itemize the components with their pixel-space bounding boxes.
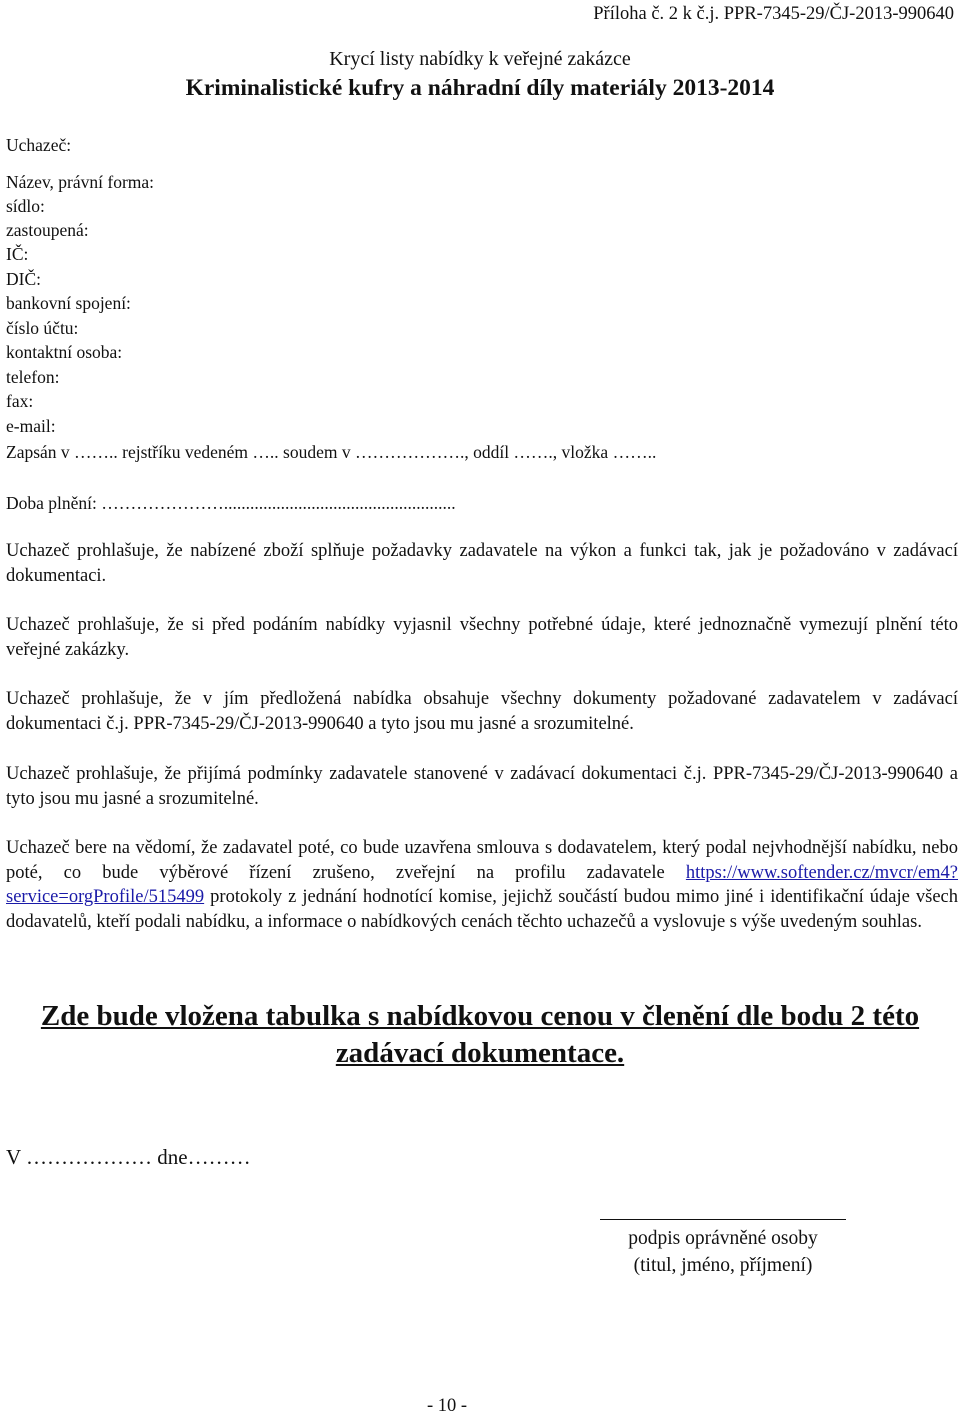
field-seat: sídlo: xyxy=(6,196,45,216)
field-dic: DIČ: xyxy=(6,269,41,289)
field-bank: bankovní spojení: xyxy=(6,293,131,313)
page-number: - 10 - xyxy=(426,1396,468,1416)
field-fax: fax: xyxy=(6,391,34,411)
declaration-publication xyxy=(6,836,958,934)
publication-text-after: protokoly z jednání hodnotící komise, jejichž součástí budou mimo jiné i identifikační údaje všech dodavatelů, kteří podali nabídku, a informace o nabídkových cenách těchto uchazečů a vyslovuje s výše uvedeným souhlas. xyxy=(6,887,958,932)
place-and-date: V ……………… dne……… xyxy=(6,1145,251,1169)
cover-sheet-heading: Krycí listy nabídky k veřejné zakázce xyxy=(329,48,631,70)
declaration-conditions: Uchazeč prohlašuje, že přijímá podmínky zadavatele stanovené v zadávací dokumentaci č.j. PPR-7345-29/ČJ-2013-990640 a tyto jsou mu jasné a srozumitelné. xyxy=(6,764,958,809)
signature-name-caption: (titul, jméno, příjmení) xyxy=(633,1255,813,1276)
declaration-requirements: Uchazeč prohlašuje, že nabízené zboží splňuje požadavky zadavatele na výkon a funkci tak, jak je požadováno v zadávací dokumentaci. xyxy=(6,541,958,586)
applicant-label: Uchazeč: xyxy=(6,135,72,155)
field-phone: telefon: xyxy=(6,367,60,387)
buyer-profile-link[interactable]: https://www.softender.cz/mvcr/em4?service=orgProfile/515499 xyxy=(6,862,959,907)
declaration-clarified: Uchazeč prohlašuje, že si před podáním nabídky vyjasnil všechny potřebné údaje, které jednoznačně vymezují plnění této veřejné zakázky. xyxy=(6,615,958,660)
field-email: e-mail: xyxy=(6,416,56,436)
field-name-legal-form: Název, právní forma: xyxy=(6,172,155,192)
field-performance-period: Doba plnění: …………………..................................................... xyxy=(6,493,456,513)
signature-caption: podpis oprávněné osoby xyxy=(628,1228,818,1249)
signature-block xyxy=(590,1225,856,1279)
signature-line xyxy=(600,1219,846,1220)
field-represented-by: zastoupená: xyxy=(6,220,89,240)
field-contact-person: kontaktní osoba: xyxy=(6,342,123,362)
field-ic: IČ: xyxy=(6,244,29,264)
annex-reference: Příloha č. 2 k č.j. PPR-7345-29/ČJ-2013-990640 xyxy=(593,4,954,24)
field-account-number: číslo účtu: xyxy=(6,318,79,338)
price-table-notice: Zde bude vložena tabulka s nabídkovou cenou v členění dle bodu 2 této zadávací dokumentace. xyxy=(40,1000,920,1069)
declaration-documents: Uchazeč prohlašuje, že v jím předložená nabídka obsahuje všechny dokumenty požadované zadavatelem v zadávací dokumentaci č.j. PPR-7345-29/ČJ-2013-990640 a tyto jsou mu jasné a srozumitelné. xyxy=(6,689,958,734)
field-registry: Zapsán v …….. rejstříku vedeném ….. soudem v ………………., oddíl ……., vložka …….. xyxy=(6,442,657,462)
publication-text-before: Uchazeč bere na vědomí, že zadavatel poté, co bude uzavřena smlouva s dodavatelem, který podal nejvhodnější nabídku, nebo poté, co bude výběrové řízení zrušeno, zveřejní na profilu zadavatele xyxy=(6,838,958,883)
tender-title: Kriminalistické kufry a náhradní díly materiály 2013-2014 xyxy=(185,75,775,101)
